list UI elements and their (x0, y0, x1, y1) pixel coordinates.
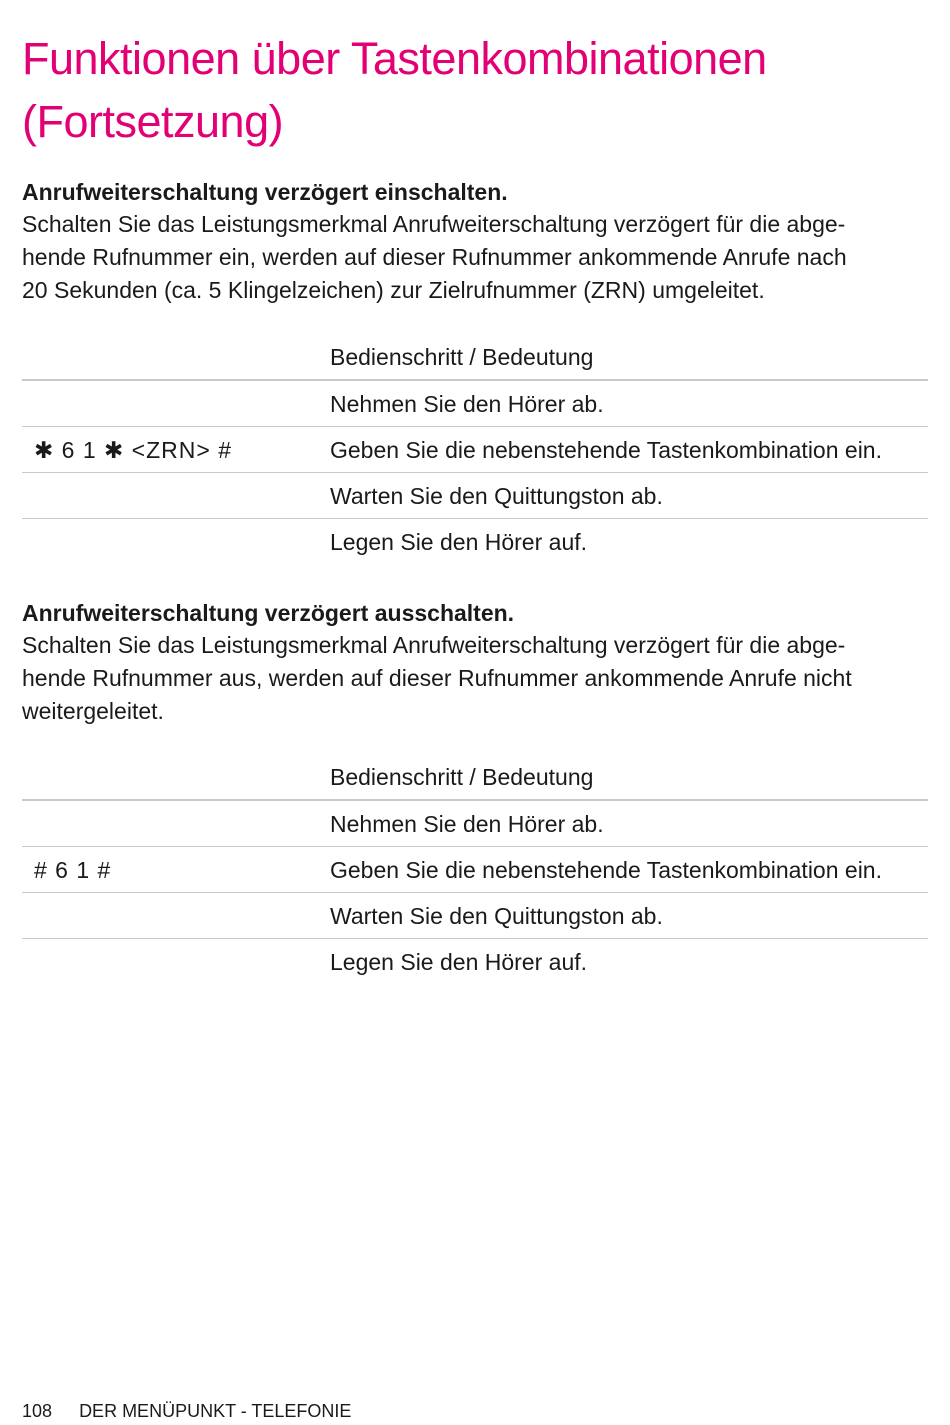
section-heading: Anrufweiterschaltung verzögert ausschalten. (22, 600, 515, 626)
table-row (22, 519, 928, 564)
section-heading: Anrufweiterschaltung verzögert einschalten. (22, 179, 508, 205)
section-text-line: weitergeleitet. (22, 698, 164, 724)
step-description: Geben Sie die nebenstehende Tastenkombination ein. (330, 857, 882, 883)
section-text-line: Schalten Sie das Leistungsmerkmal Anrufweiterschaltung verzögert für die abge- (22, 632, 846, 658)
table-row (22, 473, 928, 519)
table-row (22, 847, 928, 893)
table-row (22, 939, 928, 984)
chapter-name: DER MENÜPUNKT - TELEFONIE (79, 1401, 352, 1421)
step-description: Warten Sie den Quittungston ab. (330, 483, 663, 509)
section-forwarding-off (22, 597, 928, 728)
section-text-line: hende Rufnummer aus, werden auf dieser Rufnummer ankommende Anrufe nicht (22, 665, 852, 691)
step-description: Legen Sie den Hörer auf. (330, 949, 588, 975)
step-description: Nehmen Sie den Hörer ab. (330, 391, 604, 417)
section-text-line: Schalten Sie das Leistungsmerkmal Anrufweiterschaltung verzögert für die abge- (22, 211, 846, 237)
page-title-line-1: Funktionen über Tastenkombinationen (22, 33, 767, 84)
key-combination: # 6 1 # (34, 857, 112, 883)
section-text-line: hende Rufnummer ein, werden auf dieser Rufnummer ankommende Anrufe nach (22, 244, 847, 270)
table-row (22, 381, 928, 427)
steps-table-header (22, 338, 928, 381)
section-forwarding-on (22, 176, 928, 307)
steps-header-label: Bedienschritt / Bedeutung (330, 344, 594, 370)
section-text (22, 208, 912, 307)
page-title (22, 0, 928, 153)
page (22, 0, 928, 975)
step-description: Legen Sie den Hörer auf. (330, 529, 588, 555)
table-row (22, 893, 928, 939)
section-text (22, 629, 912, 728)
steps-table-header (22, 758, 928, 801)
steps-table (22, 338, 928, 564)
step-description: Nehmen Sie den Hörer ab. (330, 811, 604, 837)
table-row (22, 427, 928, 473)
key-combination: ✱ 6 1 ✱ <ZRN> # (34, 437, 233, 463)
page-title-line-2: (Fortsetzung) (22, 96, 284, 147)
step-description: Warten Sie den Quittungston ab. (330, 903, 663, 929)
page-footer (22, 1399, 351, 1423)
step-description: Geben Sie die nebenstehende Tastenkombination ein. (330, 437, 882, 463)
steps-header-label: Bedienschritt / Bedeutung (330, 764, 594, 790)
page-number: 108 (22, 1401, 53, 1421)
section-text-line: 20 Sekunden (ca. 5 Klingelzeichen) zur Zielrufnummer (ZRN) umgeleitet. (22, 277, 765, 303)
table-row (22, 801, 928, 847)
steps-table (22, 758, 928, 984)
